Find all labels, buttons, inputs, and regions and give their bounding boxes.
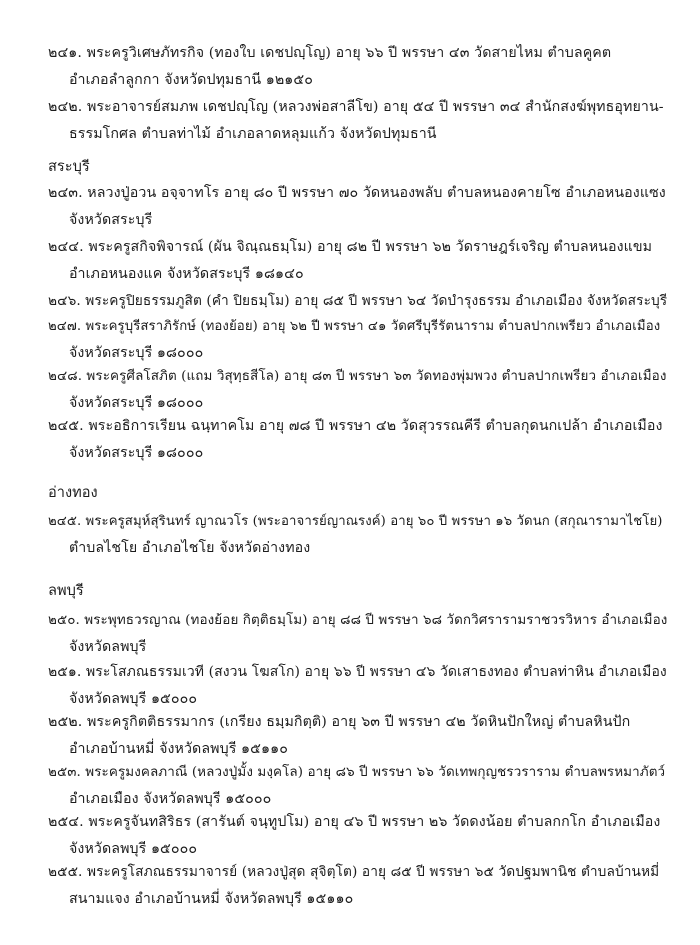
entry-246 <box>48 288 668 315</box>
entry-line-1: ๒๕๐. พระพุทธวรญาณ (ทองย้อย กิตฺติธมฺโม) อายุ ๘๘ ปี พรรษา ๖๘ วัดกวิศรารามราชวรวิหาร อำเภอเมือง <box>48 613 668 628</box>
entry-line-2: จังหวัดสระบุรี ๑๘๐๐๐ <box>69 345 204 361</box>
entry-242 <box>48 94 668 148</box>
entry-line-1: ๒๕๓. พระครูมงคลภาณี (หลวงปู่มั้ง มงฺคโล) อายุ ๘๖ ปี พรรษา ๖๖ วัดเทพกุญชรวราราม ตำบลพรหมาภัตว์ <box>48 765 666 780</box>
entry-line-2: จังหวัดลพบุรี ๑๕๐๐๐ <box>69 691 198 707</box>
entry-line-2: สนามแจง อำเภอบ้านหมี่ จังหวัดลพบุรี ๑๕๑๑๐ <box>69 891 354 907</box>
entry-line-1: ๒๔๖. พระครูปิยธรรมภูสิต (คำ ปิยธมฺโม) อายุ ๘๕ ปี พรรษา ๖๔ วัดบำรุงธรรม อำเภอเมือง จังหวัดสระบุรี <box>48 293 668 309</box>
entry-line-1: ๒๔๓. หลวงปู่อวน อจฺจาทโร อายุ ๘๐ ปี พรรษา ๗๐ วัดหนองพลับ ตำบลหนองคายโซ อำเภอหนองแซง <box>48 185 666 201</box>
entry-252 <box>48 709 668 763</box>
entry-250 <box>48 607 668 661</box>
entry-254 <box>48 809 668 863</box>
entry-243 <box>48 180 668 234</box>
entry-245a <box>48 413 668 467</box>
entry-line-2: จังหวัดสระบุรี <box>69 212 153 228</box>
entry-line-2: จังหวัดสระบุรี ๑๘๐๐๐ <box>69 395 204 411</box>
entry-line-2: จังหวัดสระบุรี ๑๘๐๐๐ <box>69 445 204 461</box>
entry-line-2: ตำบลไชโย อำเภอไชโย จังหวัดอ่างทอง <box>69 540 311 556</box>
entry-255 <box>48 859 668 913</box>
entry-245b <box>48 508 668 562</box>
entry-line-2: อำเภอหนองแค จังหวัดสระบุรี ๑๘๑๔๐ <box>69 266 304 282</box>
entry-line-2: อำเภอเมือง จังหวัดลพบุรี ๑๕๐๐๐ <box>69 791 272 807</box>
entry-line-1: ๒๕๑. พระโสภณธรรมเวที (สงวน โฆสโก) อายุ ๖๖ ปี พรรษา ๔๖ วัดเสาธงทอง ตำบลท่าหิน อำเภอเมือง <box>48 664 667 680</box>
entry-line-1: ๒๔๒. พระอาจารย์สมภพ เดชปญฺโญ (หลวงพ่อสาลีโข) อายุ ๕๔ ปี พรรษา ๓๔ สำนักสงฆ์พุทธอุทยาน- <box>48 99 664 115</box>
entry-line-1: ๒๔๔. พระครูสกิจพิจารณ์ (ผัน จิณฺณธมฺโม) อายุ ๘๒ ปี พรรษา ๖๒ วัดราษฎร์เจริญ ตำบลหนองแขม <box>48 239 653 255</box>
section-heading-lopburi: ลพบุรี <box>48 582 84 599</box>
entry-line-1: ๒๔๗. พระครูบุรีสราภิรักษ์ (ทองย้อย) อายุ ๖๒ ปี พรรษา ๔๑ วัดศรีบุรีรัตนาราม ตำบลปากเพรียว อำเภอเมือง <box>48 319 661 334</box>
entry-247 <box>48 313 668 367</box>
entry-line-2: อำเภอลำลูกกา จังหวัดปทุมธานี ๑๒๑๕๐ <box>69 72 313 88</box>
entry-line-2: อำเภอบ้านหมี่ จังหวัดลพบุรี ๑๕๑๑๐ <box>69 741 288 757</box>
entry-244 <box>48 234 668 288</box>
entry-line-1: ๒๔๕. พระอธิการเรียน ฉนฺทาคโม อายุ ๗๘ ปี พรรษา ๔๒ วัดสุวรรณคีรี ตำบลกุดนกเปล้า อำเภอเมือง <box>48 418 663 434</box>
entry-line-2: ธรรมโกศล ตำบลท่าไม้ อำเภอลาดหลุมแก้ว จังหวัดปทุมธานี <box>69 126 437 142</box>
entry-line-2: จังหวัดลพบุรี <box>69 639 147 655</box>
entry-251 <box>48 659 668 713</box>
entry-248 <box>48 363 668 417</box>
entry-241 <box>48 40 668 94</box>
entry-line-1: ๒๔๑. พระครูวิเศษภัทรกิจ (ทองใบ เดชปญฺโญ) อายุ ๖๖ ปี พรรษา ๔๓ วัดสายไหม ตำบลคูคต <box>48 45 612 61</box>
section-heading-saraburi: สระบุรี <box>48 158 90 175</box>
section-heading-angthong: อ่างทอง <box>48 484 98 501</box>
entry-line-2: จังหวัดลพบุรี ๑๕๐๐๐ <box>69 841 198 857</box>
entry-253 <box>48 759 668 813</box>
entry-line-1: ๒๕๕. พระครูโสภณธรรมาจารย์ (หลวงปู่สุด สุจิตฺโต) อายุ ๘๕ ปี พรรษา ๖๕ วัดปฐมพานิช ตำบลบ้านหมี่ <box>48 864 660 880</box>
entry-line-1: ๒๔๘. พระครูศีลโสภิต (แถม วิสุทฺธสีโล) อายุ ๘๓ ปี พรรษา ๖๓ วัดทองพุ่มพวง ตำบลปากเพรียว อำเภอเมือง <box>48 369 667 384</box>
entry-line-1: ๒๔๕. พระครูสมุห์สุรินทร์ ญาณวโร (พระอาจารย์ญาณรงค์) อายุ ๖๐ ปี พรรษา ๑๖ วัดนก (สกุณารามาไชโย) <box>48 514 663 529</box>
entry-line-1: ๒๕๔. พระครูจันทสิริธร (สารันต์ จนฺทูปโม) อายุ ๔๖ ปี พรรษา ๒๖ วัดดงน้อย ตำบลกกโก อำเภอเมือง <box>48 814 661 830</box>
entry-line-1: ๒๕๒. พระครูกิตติธรรมากร (เกรียง ธมฺมกิตฺติ) อายุ ๖๓ ปี พรรษา ๔๒ วัดหินปักใหญ่ ตำบลหินปัก <box>48 714 631 730</box>
